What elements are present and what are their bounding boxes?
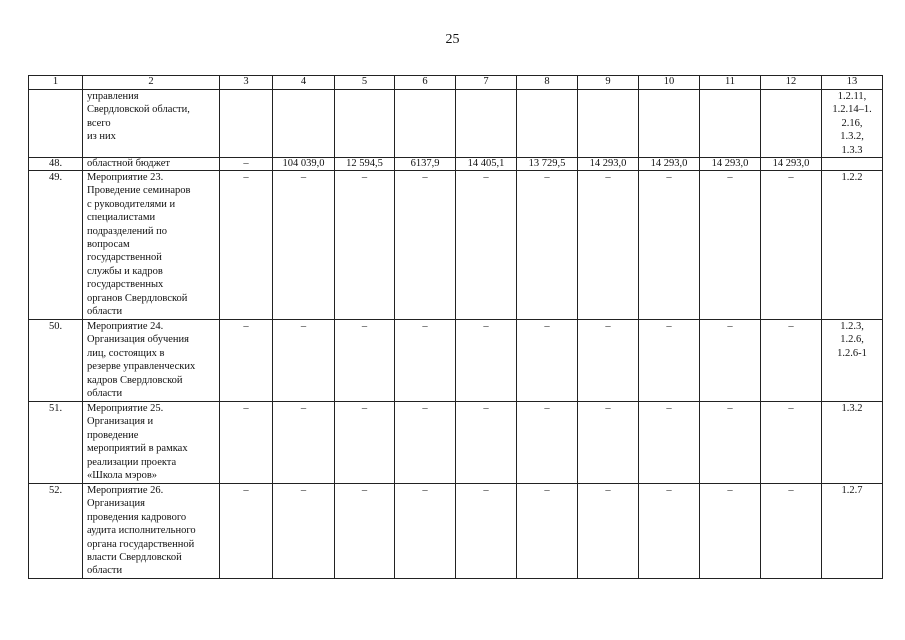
activity-name-line: «Школа мэров» — [87, 470, 158, 482]
funding-value-cell: – — [395, 402, 456, 484]
target-code-cell — [822, 484, 883, 579]
activity-name-line: государственных — [87, 279, 164, 291]
funding-value-cell: – — [578, 320, 639, 402]
table-row — [29, 320, 883, 402]
funding-value-cell: 14 405,1 — [456, 158, 517, 171]
activity-name-line: аудита исполнительного — [87, 525, 196, 537]
activity-name-line: лиц, состоящих в — [87, 347, 165, 359]
table-row — [29, 171, 883, 320]
table-row — [29, 90, 883, 158]
row-number-cell: 48. — [29, 158, 83, 171]
column-header: 13 — [822, 76, 883, 90]
funding-value-cell — [220, 90, 273, 158]
funding-value-cell: – — [273, 402, 335, 484]
funding-value-cell: – — [395, 171, 456, 320]
column-header: 10 — [639, 76, 700, 90]
row-number-cell: 52. — [29, 484, 83, 579]
activity-name-line: власти Свердловской — [87, 552, 182, 564]
target-code-cell — [822, 320, 883, 402]
funding-value-cell: – — [761, 171, 822, 320]
funding-value-cell: – — [517, 402, 578, 484]
funding-value-cell: – — [395, 320, 456, 402]
activity-name-line: проведения кадрового — [87, 511, 187, 523]
target-code-line: 1.2.3, — [840, 321, 864, 333]
target-code-line: 2.16, — [841, 117, 863, 129]
funding-value-cell: – — [700, 402, 761, 484]
column-header: 4 — [273, 76, 335, 90]
activity-name-line: областной бюджет — [87, 158, 170, 170]
activity-name-line: Организация — [87, 498, 145, 510]
activity-name-line: области — [87, 306, 123, 318]
funding-value-cell: – — [578, 402, 639, 484]
activity-name-line: Мероприятие 24. — [87, 321, 164, 333]
funding-value-cell — [335, 90, 395, 158]
funding-value-cell: – — [220, 171, 273, 320]
target-code-line: 1.2.6-1 — [837, 347, 867, 359]
activity-name-cell — [83, 171, 220, 320]
activity-name-line: области — [87, 565, 123, 577]
activity-name-line: реализации проекта — [87, 456, 177, 468]
funding-value-cell: – — [220, 402, 273, 484]
activity-name-line: мероприятий в рамках — [87, 443, 188, 455]
column-header: 3 — [220, 76, 273, 90]
funding-value-cell: – — [700, 171, 761, 320]
target-code-cell — [822, 158, 883, 171]
funding-value-cell: 104 039,0 — [273, 158, 335, 171]
target-code-line: 1.2.6, — [840, 334, 864, 346]
activity-name-line: Организация и — [87, 416, 154, 428]
funding-value-cell: – — [761, 484, 822, 579]
funding-value-cell: – — [517, 171, 578, 320]
funding-value-cell: – — [761, 402, 822, 484]
funding-value-cell: – — [456, 484, 517, 579]
funding-value-cell: 14 293,0 — [639, 158, 700, 171]
row-number-cell: 51. — [29, 402, 83, 484]
activity-name-line: службы и кадров — [87, 265, 163, 277]
funding-value-cell: – — [220, 158, 273, 171]
activity-name-line: Проведение семинаров — [87, 185, 191, 197]
activity-name-line: государственной — [87, 252, 162, 264]
column-header: 6 — [395, 76, 456, 90]
funding-value-cell — [639, 90, 700, 158]
funding-value-cell: – — [220, 484, 273, 579]
activity-name-line: Мероприятие 26. — [87, 485, 164, 497]
activity-name-line: вопросам — [87, 239, 130, 251]
column-header: 2 — [83, 76, 220, 90]
activity-name-line: специалистами — [87, 212, 156, 224]
funding-value-cell: – — [639, 171, 700, 320]
funding-value-cell — [700, 90, 761, 158]
funding-value-cell: – — [335, 171, 395, 320]
funding-value-cell: – — [517, 484, 578, 579]
activity-name-line: Организация обучения — [87, 334, 189, 346]
funding-value-cell: – — [639, 320, 700, 402]
activity-name-cell — [83, 484, 220, 579]
activity-name-cell — [83, 90, 220, 158]
activity-name-cell — [83, 320, 220, 402]
table-row — [29, 484, 883, 579]
target-code-line: 1.3.2, — [840, 131, 864, 143]
column-header: 8 — [517, 76, 578, 90]
funding-value-cell: – — [456, 171, 517, 320]
target-code-line: 1.2.14–1. — [832, 104, 872, 116]
activity-name-line: управления — [87, 91, 139, 102]
activity-name-cell — [83, 158, 220, 171]
funding-value-cell — [578, 90, 639, 158]
funding-value-cell: – — [700, 320, 761, 402]
header-row — [29, 76, 883, 90]
activity-name-line: из них — [87, 131, 116, 143]
column-header: 1 — [29, 76, 83, 90]
target-code-cell — [822, 171, 883, 320]
activity-name-line: подразделений по — [87, 225, 168, 237]
funding-value-cell: – — [639, 402, 700, 484]
row-number-cell — [29, 90, 83, 158]
table-row — [29, 158, 883, 171]
activity-name-line: Мероприятие 25. — [87, 403, 164, 415]
activity-name-line: проведение — [87, 429, 139, 441]
activity-name-line: органа государственной — [87, 538, 195, 550]
funding-value-cell: – — [578, 484, 639, 579]
target-code-line: 1.3.3 — [841, 144, 863, 156]
funding-value-cell: – — [220, 320, 273, 402]
funding-value-cell: 6137,9 — [395, 158, 456, 171]
target-code-line: 1.2.2 — [841, 172, 863, 184]
target-code-line: 1.2.11, — [837, 91, 867, 102]
funding-value-cell: – — [700, 484, 761, 579]
activity-name-line: Мероприятие 23. — [87, 172, 164, 184]
funding-value-cell: 14 293,0 — [761, 158, 822, 171]
target-code-cell — [822, 402, 883, 484]
target-code-line: 1.3.2 — [841, 403, 863, 415]
activity-name-line: органов Свердловской — [87, 292, 188, 304]
funding-value-cell — [273, 90, 335, 158]
target-code-cell — [822, 90, 883, 158]
funding-value-cell: – — [456, 402, 517, 484]
activity-name-line: кадров Свердловской — [87, 374, 183, 386]
column-header: 9 — [578, 76, 639, 90]
target-code-line: 1.2.7 — [841, 485, 863, 497]
table-row — [29, 402, 883, 484]
page-number: 25 — [445, 32, 460, 47]
column-header: 11 — [700, 76, 761, 90]
funding-value-cell: – — [273, 171, 335, 320]
funding-value-cell — [395, 90, 456, 158]
activity-name-cell — [83, 402, 220, 484]
funding-value-cell: – — [335, 484, 395, 579]
funding-value-cell: – — [335, 402, 395, 484]
funding-value-cell: – — [578, 171, 639, 320]
funding-value-cell: – — [335, 320, 395, 402]
funding-value-cell: 14 293,0 — [578, 158, 639, 171]
funding-value-cell — [761, 90, 822, 158]
funding-value-cell — [517, 90, 578, 158]
column-header: 5 — [335, 76, 395, 90]
activity-name-line: Свердловской области, — [87, 104, 190, 116]
activity-name-line: резерве управленческих — [87, 361, 196, 373]
budget-table — [28, 75, 883, 579]
activity-name-line: области — [87, 388, 123, 400]
funding-value-cell: – — [761, 320, 822, 402]
row-number-cell: 49. — [29, 171, 83, 320]
column-header: 12 — [761, 76, 822, 90]
funding-value-cell: 12 594,5 — [335, 158, 395, 171]
activity-name-line: с руководителями и — [87, 198, 176, 210]
funding-value-cell: – — [639, 484, 700, 579]
funding-value-cell: 14 293,0 — [700, 158, 761, 171]
funding-value-cell: – — [273, 320, 335, 402]
column-header: 7 — [456, 76, 517, 90]
row-number-cell: 50. — [29, 320, 83, 402]
activity-name-line: всего — [87, 117, 111, 129]
funding-value-cell — [456, 90, 517, 158]
funding-value-cell: 13 729,5 — [517, 158, 578, 171]
funding-value-cell: – — [273, 484, 335, 579]
funding-value-cell: – — [517, 320, 578, 402]
funding-value-cell: – — [456, 320, 517, 402]
funding-value-cell: – — [395, 484, 456, 579]
